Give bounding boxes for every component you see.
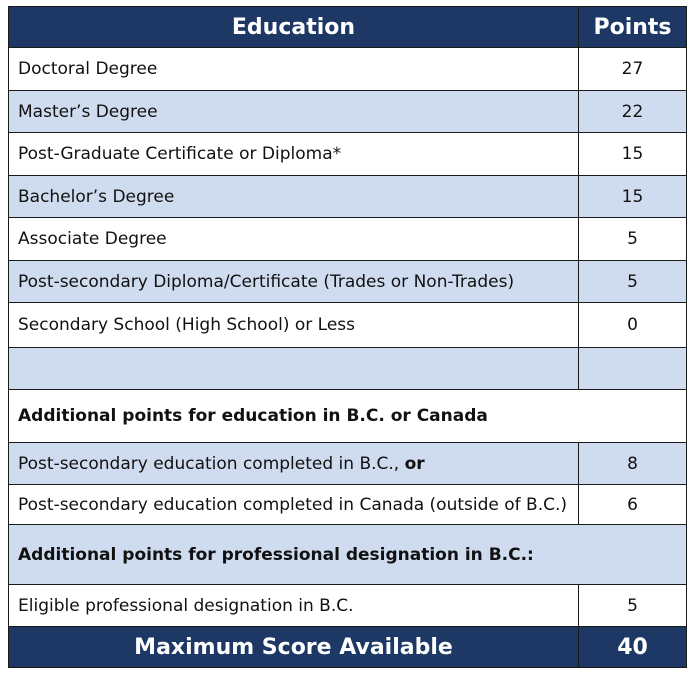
table-row: [9, 91, 687, 133]
maximum-score-label: Maximum Score Available: [9, 627, 579, 668]
points-value: 8: [579, 443, 687, 485]
or-connector: or: [404, 453, 425, 474]
table-row: [9, 133, 687, 176]
education-level-label: Post-Graduate Certificate or Diploma*: [9, 133, 579, 176]
points-value: 6: [579, 485, 687, 525]
table-row: [9, 443, 687, 485]
table-row: [9, 261, 687, 303]
points-value: 22: [579, 91, 687, 133]
section-heading-row: [9, 525, 687, 585]
education-level-label: Associate Degree: [9, 218, 579, 261]
professional-designation-label: Eligible professional designation in B.C.: [9, 585, 579, 627]
education-column-header: Education: [9, 7, 579, 48]
empty-spacer-row: [9, 348, 687, 390]
section-heading-bc-canada: Additional points for education in B.C. or Canada: [9, 390, 687, 443]
education-level-label: Secondary School (High School) or Less: [9, 303, 579, 348]
empty-cell: [9, 348, 579, 390]
points-value: 5: [579, 585, 687, 627]
education-level-label: Bachelor’s Degree: [9, 176, 579, 218]
table-row: [9, 176, 687, 218]
points-column-header: Points: [579, 7, 687, 48]
points-value: 5: [579, 218, 687, 261]
points-value: 15: [579, 176, 687, 218]
education-level-label: Post-secondary Diploma/Certificate (Trades or Non-Trades): [9, 261, 579, 303]
bc-education-label: [9, 443, 579, 485]
education-points-table: [8, 6, 687, 668]
table-row: [9, 585, 687, 627]
canada-education-label: Post-secondary education completed in Canada (outside of B.C.): [9, 485, 579, 525]
bc-education-text: Post-secondary education completed in B.C.,: [18, 453, 400, 474]
section-heading-professional: Additional points for professional designation in B.C.:: [9, 525, 687, 585]
points-value: 27: [579, 48, 687, 91]
points-value: 15: [579, 133, 687, 176]
points-value: 5: [579, 261, 687, 303]
table-row: [9, 48, 687, 91]
table-row: [9, 303, 687, 348]
maximum-score-value: 40: [579, 627, 687, 668]
section-heading-row: [9, 390, 687, 443]
table-row: [9, 485, 687, 525]
empty-cell: [579, 348, 687, 390]
education-level-label: Doctoral Degree: [9, 48, 579, 91]
education-level-label: Master’s Degree: [9, 91, 579, 133]
points-value: 0: [579, 303, 687, 348]
table-row: [9, 218, 687, 261]
table-footer-row: [9, 627, 687, 668]
table-header-row: [9, 7, 687, 48]
